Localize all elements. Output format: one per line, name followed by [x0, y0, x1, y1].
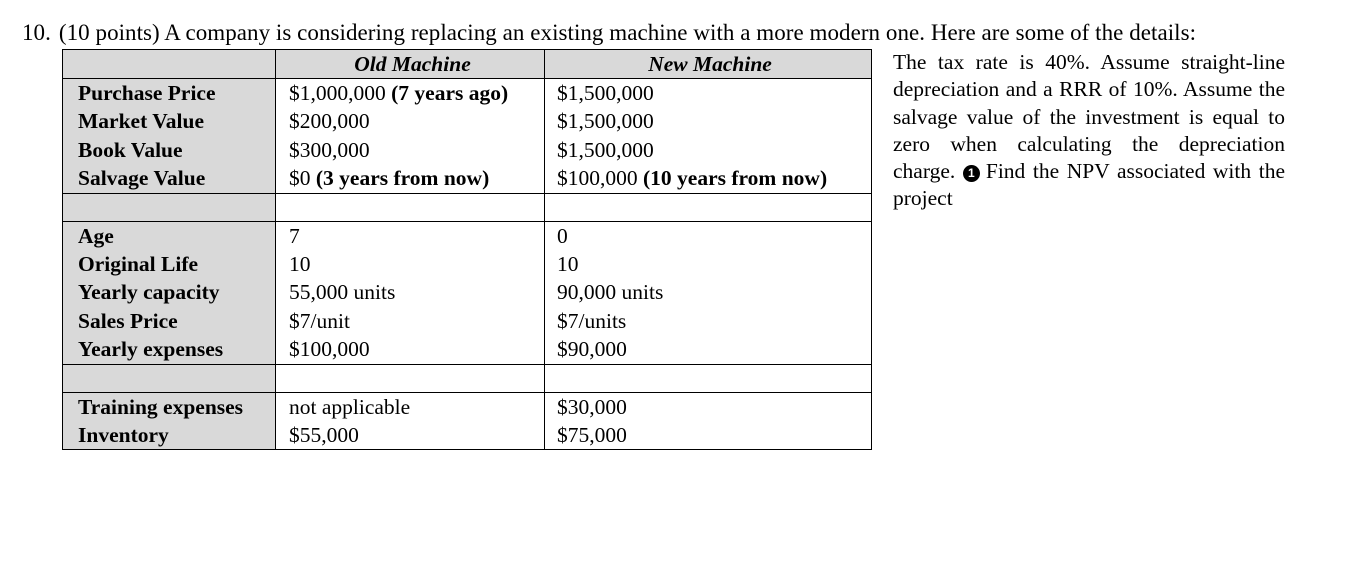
row-label: Purchase Price	[78, 81, 216, 105]
old-value: $200,000	[289, 109, 370, 134]
note-text: The tax rate is 40%. Assume straight-line depreciation and a RRR of 10%. Assume the salvage value of the investment is equal to zero when calculating the depreciation charge.	[893, 50, 1285, 184]
old-value: 55,000 units	[289, 280, 396, 305]
row-label: Salvage Value	[78, 166, 206, 191]
old-value: $7/unit	[289, 308, 350, 333]
question-number: 10.	[22, 20, 51, 45]
new-value: $7/units	[557, 308, 627, 333]
machine-details-table	[62, 49, 872, 450]
numbered-circle-1-icon: 1	[963, 165, 980, 182]
new-value: 10	[557, 252, 579, 277]
old-value: not applicable	[289, 394, 411, 419]
new-value: $1,500,000	[557, 81, 654, 105]
header-old-machine: Old Machine	[276, 50, 545, 79]
old-value: 10	[289, 252, 311, 277]
new-value: $75,000	[557, 423, 627, 448]
note-task: Find the NPV associated with the project	[893, 159, 1285, 211]
table-spacer-row	[63, 364, 872, 392]
old-value: 7	[289, 223, 300, 248]
table-spacer-row	[63, 193, 872, 221]
row-label: Yearly expenses	[78, 337, 224, 362]
old-value: $0 (3 years from now)	[289, 166, 490, 191]
question-text: (10 points) A company is considering replacing an existing machine with a more modern one. Here are some of the details:	[58, 20, 1197, 45]
new-value: $1,500,000	[557, 137, 654, 162]
table-row	[63, 79, 872, 194]
header-new-machine: New Machine	[545, 50, 872, 79]
row-label: Yearly capacity	[78, 280, 220, 305]
old-value: $300,000	[289, 137, 370, 162]
new-value: $90,000	[557, 337, 627, 362]
table-row	[63, 221, 872, 364]
row-label: Market Value	[78, 109, 205, 134]
old-value: $55,000	[289, 423, 359, 448]
new-value: $100,000 (10 years from now)	[557, 166, 828, 191]
old-value: $100,000	[289, 337, 370, 362]
row-label: Age	[78, 223, 114, 248]
question-heading	[22, 20, 1196, 46]
header-blank-cell	[63, 50, 276, 79]
row-label: Sales Price	[78, 308, 178, 333]
old-value: $1,000,000 (7 years ago)	[289, 81, 509, 105]
row-label: Book Value	[78, 137, 183, 162]
row-label: Training expenses	[78, 394, 244, 419]
row-label: Original Life	[78, 252, 199, 277]
table-row	[63, 392, 872, 450]
table-header-row	[63, 50, 872, 79]
new-value: $30,000	[557, 394, 627, 419]
new-value: 0	[557, 223, 568, 248]
new-value: $1,500,000	[557, 109, 654, 134]
row-label: Inventory	[78, 423, 169, 448]
problem-note	[893, 49, 1285, 213]
new-value: 90,000 units	[557, 280, 664, 305]
